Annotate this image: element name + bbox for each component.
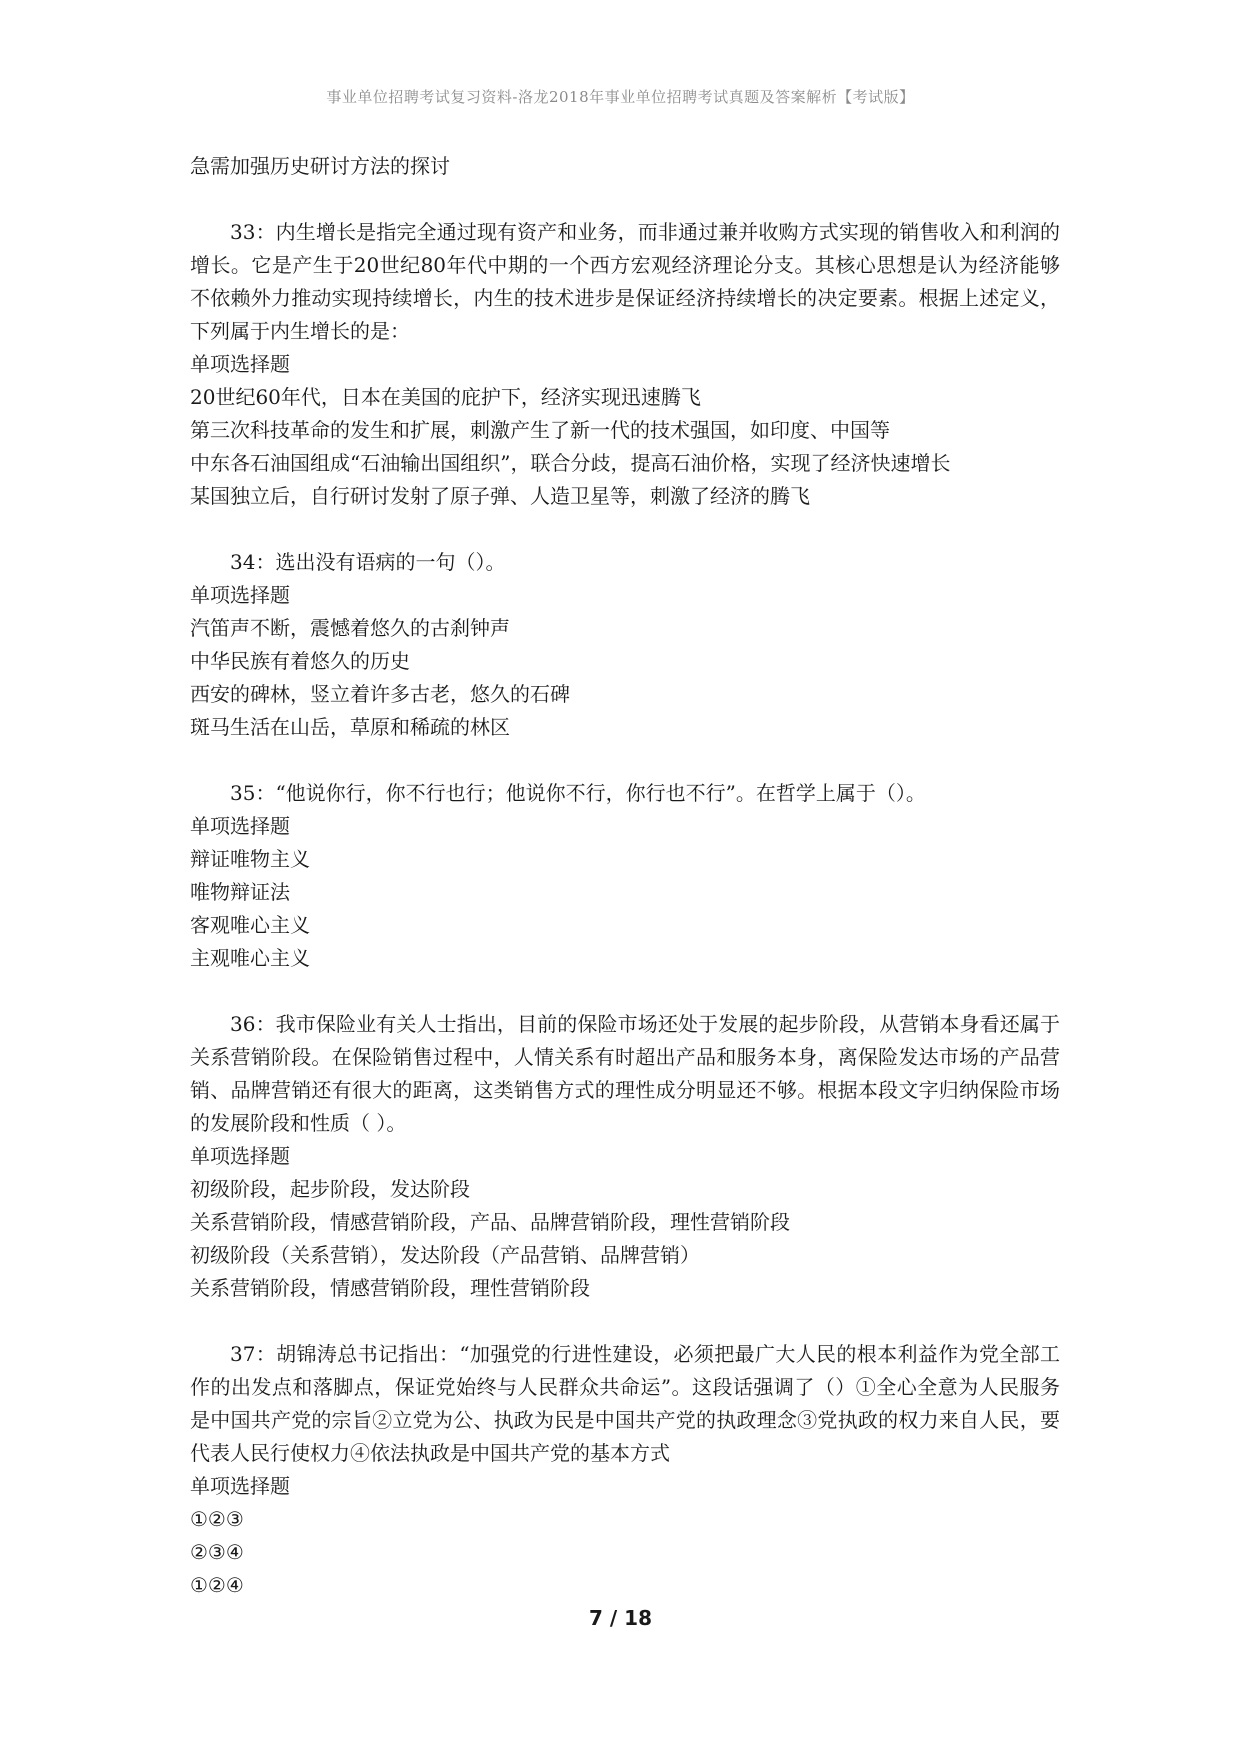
option-item: 初级阶段（关系营销），发达阶段（产品营销、品牌营销）	[190, 1243, 700, 1267]
option-item: ①②③	[190, 1507, 244, 1531]
option-item: 西安的碑林，竖立着许多古老，悠久的石碑	[190, 682, 570, 706]
question-33	[190, 216, 1060, 513]
option-item: 唯物辩证法	[190, 880, 290, 904]
question-type: 单项选择题	[190, 352, 290, 376]
option-item: ②③④	[190, 1540, 244, 1564]
option-item: 斑马生活在山岳，草原和稀疏的林区	[190, 715, 510, 739]
question-stem: 36：我市保险业有关人士指出，目前的保险市场还处于发展的起步阶段，从营销本身看还属于关系营销阶段。在保险销售过程中，人情关系有时超出产品和服务本身，离保险发达市场的产品营销、品牌营销还有很大的距离，这类销售方式的理性成分明显还不够。根据本段文字归纳保险市场的发展阶段和性质（ ）。	[190, 1012, 1060, 1135]
option-item: 第三次科技革命的发生和扩展，刺激产生了新一代的技术强国，如印度、中国等	[190, 418, 890, 442]
page-number: 7 / 18	[589, 1606, 652, 1630]
page-header: 事业单位招聘考试复习资料-洛龙2018年事业单位招聘考试真题及答案解析【考试版】	[326, 88, 915, 106]
question-36	[190, 1008, 1060, 1305]
question-type: 单项选择题	[190, 583, 290, 607]
option-item: 20世纪60年代，日本在美国的庇护下，经济实现迅速腾飞	[190, 385, 701, 409]
option-item: 初级阶段，起步阶段，发达阶段	[190, 1177, 470, 1201]
option-item: 汽笛声不断，震憾着悠久的古刹钟声	[190, 616, 510, 640]
question-type: 单项选择题	[190, 1474, 290, 1498]
question-type: 单项选择题	[190, 814, 290, 838]
question-stem: 34：选出没有语病的一句（）。	[230, 550, 506, 574]
question-stem: 33：内生增长是指完全通过现有资产和业务，而非通过兼并收购方式实现的销售收入和利润的增长。它是产生于20世纪80年代中期的一个西方宏观经济理论分支。其核心思想是认为经济能够不依赖外力推动实现持续增长，内生的技术进步是保证经济持续增长的决定要素。根据上述定义，下列属于内生增长的是：	[190, 220, 1060, 343]
option-item: 辩证唯物主义	[190, 847, 310, 871]
option-item: 中东各石油国组成“石油输出国组织”，联合分歧，提高石油价格，实现了经济快速增长	[190, 451, 951, 475]
question-35	[190, 777, 1060, 975]
carryover-option: 急需加强历史研讨方法的探讨	[190, 154, 450, 178]
question-stem: 35：“他说你行，你不行也行；他说你不行，你行也不行”。在哲学上属于（）。	[230, 781, 926, 805]
option-item: 关系营销阶段，情感营销阶段，产品、品牌营销阶段，理性营销阶段	[190, 1210, 790, 1234]
option-item: 某国独立后，自行研讨发射了原子弹、人造卫星等，刺激了经济的腾飞	[190, 484, 810, 508]
document-body	[190, 150, 1060, 1602]
option-item: 关系营销阶段，情感营销阶段，理性营销阶段	[190, 1276, 590, 1300]
option-item: ①②④	[190, 1573, 244, 1597]
option-item: 客观唯心主义	[190, 913, 310, 937]
question-34	[190, 546, 1060, 744]
option-item: 中华民族有着悠久的历史	[190, 649, 410, 673]
question-37	[190, 1338, 1060, 1602]
question-type: 单项选择题	[190, 1144, 290, 1168]
question-stem: 37：胡锦涛总书记指出：“加强党的行进性建设，必须把最广大人民的根本利益作为党全部工作的出发点和落脚点，保证党始终与人民群众共命运”。这段话强调了（）①全心全意为人民服务是中国共产党的宗旨②立党为公、执政为民是中国共产党的执政理念③党执政的权力来自人民，要代表人民行使权力④依法执政是中国共产党的基本方式	[190, 1342, 1060, 1465]
option-item: 主观唯心主义	[190, 946, 310, 970]
